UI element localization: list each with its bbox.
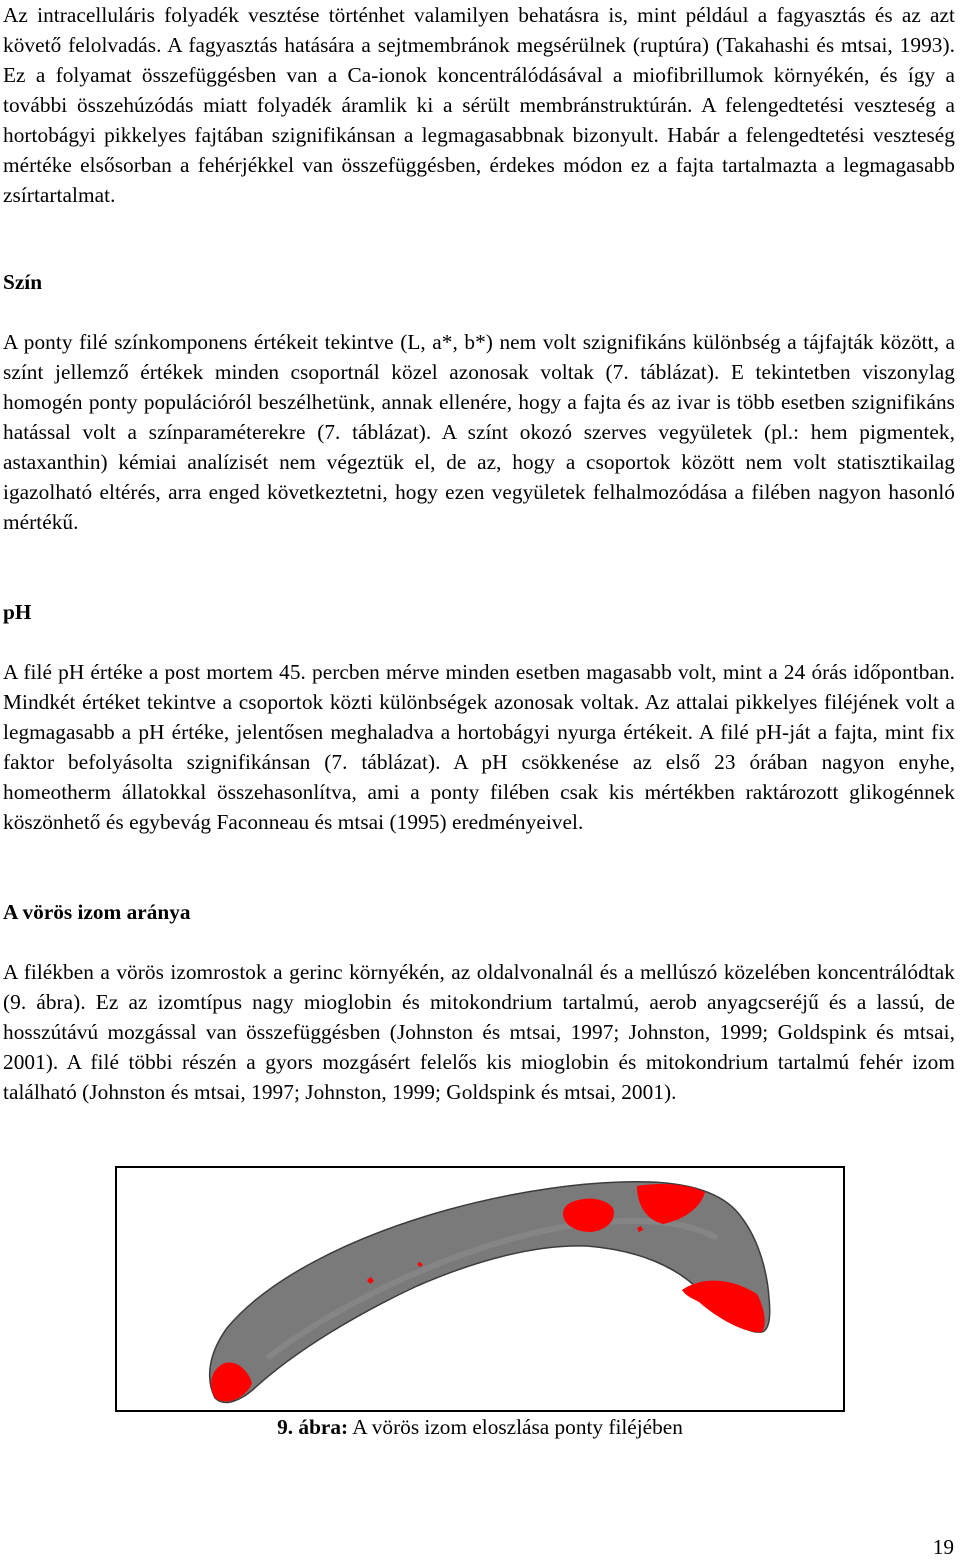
page-number: 19 (932, 1535, 954, 1559)
paragraph-fluid-loss: Az intracelluláris folyadék vesztése történhet valamilyen behatásra is, mint például a fagyasztás és az azt követő felolvadás. A fagyasztás hatására a sejtmembránok megsérülnek (ruptúra) (Takahashi és mtsai, 1993). Ez a folyamat összefüggésben van a Ca-ionok koncentrálódásával a miofibrillumok környékén, és így a további összehúzódás miatt folyadék áramlik ki a sérült membránstruktúrán. A felengedtetési veszteség a hortobágyi pikkelyes fajtában szignifikánsan a legmagasabbnak bizonyult. Habár a felengedtetési veszteség mértéke elsősorban a fehérjékkel van összefüggésben, érdekes módon ez a fajta tartalmazta a legmagasabb zsírtartalmat. (3, 3, 955, 207)
figure-caption-text: A vörös izom eloszlása ponty filéjében (348, 1415, 683, 1439)
heading-red-muscle: A vörös izom aránya (3, 900, 191, 924)
figure-caption (0, 1412, 960, 1442)
fillet-red-muscle-illustration (117, 1168, 843, 1410)
paragraph-color: A ponty filé színkomponens értékeit tekintve (L, a*, b*) nem volt szignifikáns különbség a tájfajták között, a színt jellemző értékek minden csoportnál közel azonosak voltak (7. táblázat). E tekintetben viszonylag homogén ponty populációról beszélhetünk, annak ellenére, hogy a fajta és az ivar is több esetben szignifikáns hatással volt a színparaméterekre (7. táblázat). A színt okozó szerves vegyületek (pl.: hem pigmentek, astaxanthin) kémiai analízisét nem végeztük el, de az, hogy a csoportok között nem volt statisztikailag igazolható eltérés, arra enged következtetni, hogy ezen vegyületek felhalmozódása a filében nagyon hasonló mértékű. (3, 330, 955, 534)
figure-fillet-image (115, 1166, 845, 1412)
heading-ph: pH (3, 600, 32, 624)
paragraph-ph: A filé pH értéke a post mortem 45. percben mérve minden esetben magasabb volt, mint a 24 órás időpontban. Mindkét értéket tekintve a csoportok közti különbségek azonosak voltak. Az attalai pikkelyes filéjének volt a legmagasabb a pH értéke, jelentősen meghaladva a hortobágyi nyurga értékeit. A filé pH-ját a fajta, mint fix faktor befolyásolta szignifikánsan (7. táblázat). A pH csökkenése az első 23 órában nagyon enyhe, homeotherm állatokkal összehasonlítva, ami a ponty filében csak kis mértékben raktározott glikogénnek köszönhető és egybevág Faconneau és mtsai (1995) eredményeivel. (3, 660, 955, 834)
figure-caption-label: 9. ábra: (277, 1415, 349, 1439)
paragraph-red-muscle: A filékben a vörös izomrostok a gerinc környékén, az oldalvonalnál és a mellúszó közelében koncentrálódtak (9. ábra). Ez az izomtípus nagy mioglobin és mitokondrium tartalmú, aerob anyagcseréjű és a lassú, de hosszútávú mozgással van összefüggésben (Johnston és mtsai, 1997; Johnston, 1999; Goldspink és mtsai, 2001). A filé többi részén a gyors mozgásért felelős kis mioglobin és mitokondrium tartalmú fehér izom található (Johnston és mtsai, 1997; Johnston, 1999; Goldspink és mtsai, 2001). (3, 960, 955, 1104)
heading-szin: Szín (3, 270, 43, 294)
